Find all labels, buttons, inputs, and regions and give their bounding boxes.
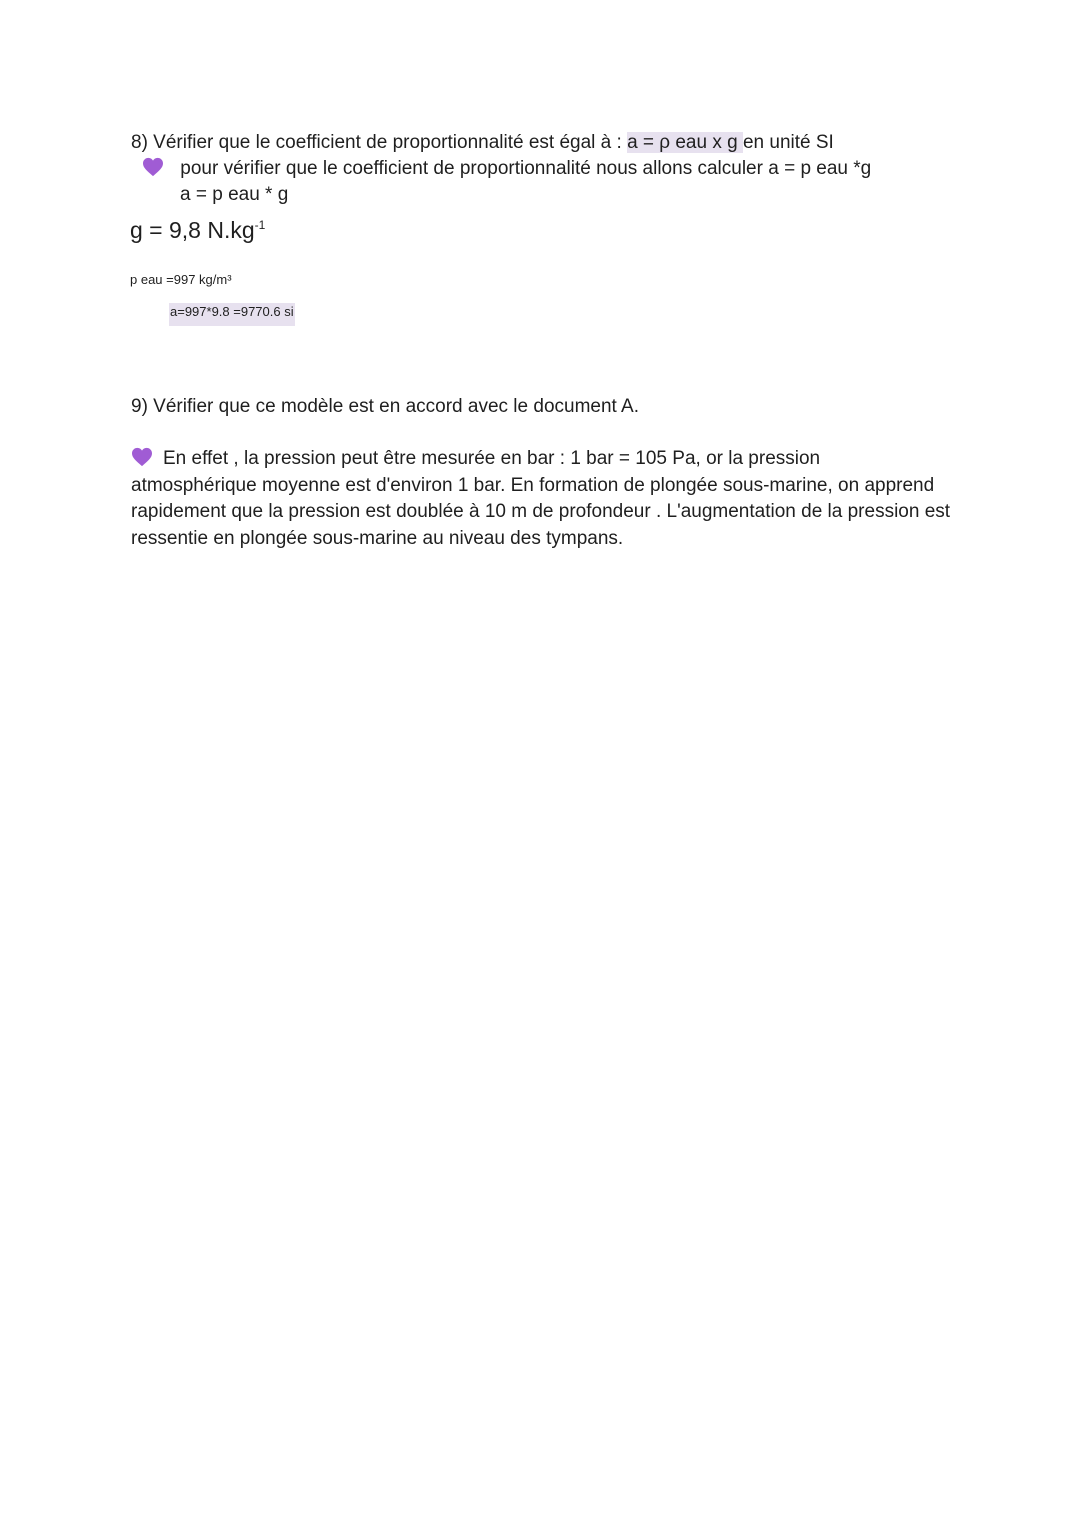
question-8-formula-highlight: a = ρ eau x g: [627, 132, 743, 153]
gravity-value: [130, 210, 265, 245]
question-8-title-prefix: 8) Vérifier que le coefficient de proportionnalité est égal à :: [131, 132, 628, 153]
question-8-answer-line: [142, 156, 871, 182]
purple-heart-icon: [142, 157, 164, 177]
gravity-exponent: -1: [254, 218, 266, 232]
question-8-title: [131, 130, 834, 156]
question-8-answer-intro: pour vérifier que le coefficient de proportionnalité nous allons calculer a = p eau *g: [180, 158, 872, 179]
question-8-title-suffix: en unité SI: [742, 132, 834, 153]
purple-heart-icon: [131, 447, 153, 467]
question-8-formula: a = p eau * g: [180, 184, 289, 205]
question-9-answer-text: En effet , la pression peut être mesurée en bar : 1 bar = 105 Pa, or la pression atmosphérique moyenne est d'environ 1 bar. En formation de plongée sous-marine, on apprend rapidement que la pression est doublée à 10 m de profondeur . L'augmentation de la pression est ressentie en plongée sous-marine au niveau des tympans.: [131, 448, 951, 549]
water-density-value: p eau =997 kg/m³: [130, 272, 232, 287]
question-9-answer: [131, 446, 951, 552]
question-8-calculation: a=997*9.8 =9770.6 si: [169, 303, 295, 326]
gravity-value-text: g = 9,8 N.kg: [130, 217, 255, 243]
question-9-title: 9) Vérifier que ce modèle est en accord avec le document A.: [131, 396, 639, 417]
